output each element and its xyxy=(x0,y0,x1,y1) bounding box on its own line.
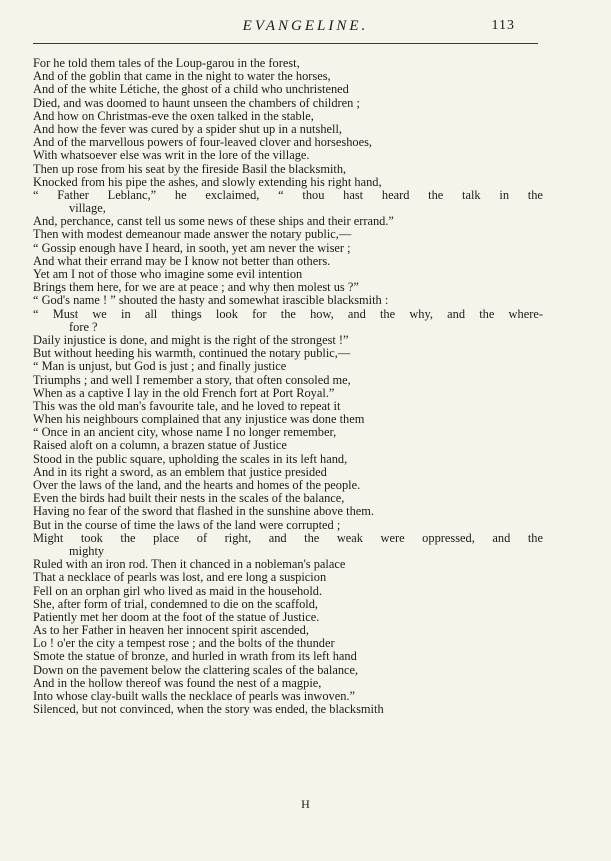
verse-line: “ Once in an ancient city, whose name I no longer remember, xyxy=(33,425,337,440)
verse-line: “ Man is unjust, but God is just ; and finally justice xyxy=(33,359,287,374)
verse-line: When his neighbours complained that any injustice was done them xyxy=(33,412,365,427)
verse-line: Triumphs ; and well I remember a story, that often consoled me, xyxy=(33,372,351,387)
signature-mark: H xyxy=(301,797,310,811)
verse-line: But without heeding his warmth, continued the notary public,— xyxy=(33,346,351,361)
verse-line: “ Gossip enough have I heard, in sooth, yet am never the wiser ; xyxy=(33,240,351,255)
verse-line: And what their errand may be I know not better than others. xyxy=(33,253,331,268)
verse-line: “ Must we in all things look for the how, and the why, and the where- xyxy=(33,306,543,321)
verse-line: Fell on an orphan girl who lived as maid in the household. xyxy=(33,583,323,598)
verse-line: Smote the statue of bronze, and hurled in wrath from its left hand xyxy=(33,649,357,664)
verse-line: Yet am I not of those who imagine some evil intention xyxy=(33,267,303,281)
verse-line: And, perchance, canst tell us some news of these ships and their errand.” xyxy=(33,214,394,229)
verse-line: Lo ! o'er the city a tempest rose ; and the bolts of the thunder xyxy=(33,636,335,651)
verse-line: Having no fear of the sword that flashed in the sunshine above them. xyxy=(33,504,374,519)
running-title: EVANGELINE. xyxy=(242,18,369,34)
verse-line: Died, and was doomed to haunt unseen the chambers of children ; xyxy=(33,95,360,110)
verse-line: And in its right a sword, as an emblem that justice presided xyxy=(33,464,327,479)
verse-line: Brings them here, for we are at peace ; and why then molest us ?” xyxy=(33,280,359,295)
verse-line: That a necklace of pearls was lost, and ere long a suspicion xyxy=(33,570,327,585)
verse-line: “ God's name ! ” shouted the hasty and somewhat irascible blacksmith : xyxy=(33,293,389,308)
verse-line: Might took the place of right, and the weak were oppressed, and the xyxy=(33,530,543,545)
verse-line: And of the goblin that came in the night to water the horses, xyxy=(33,69,331,84)
verse-line: Over the laws of the land, and the hearts and homes of the people. xyxy=(33,478,361,492)
verse-line-continuation: fore ? xyxy=(69,319,98,334)
verse-line: Even the birds had built their nests in the scales of the balance, xyxy=(33,491,345,506)
poem-text xyxy=(33,57,543,716)
verse-line: And of the marvellous powers of four-leaved clover and horseshoes, xyxy=(33,135,373,150)
verse-line: Daily injustice is done, and might is the right of the strongest !” xyxy=(33,332,349,347)
verse-line: Patiently met her doom at the foot of the statue of Justice. xyxy=(33,609,320,624)
verse-line-continuation: mighty xyxy=(69,543,105,558)
verse-line-continuation: village, xyxy=(69,201,106,216)
verse-line: Down on the pavement below the clattering scales of the balance, xyxy=(33,662,359,677)
verse-line: “ Father Leblanc,” he exclaimed, “ thou hast heard the talk in the xyxy=(33,187,543,202)
running-head xyxy=(0,18,611,38)
header-rule xyxy=(33,43,538,44)
verse-line: For he told them tales of the Loup-garou in the forest, xyxy=(33,56,300,70)
verse-line: Ruled with an iron rod. Then it chanced in a nobleman's palace xyxy=(33,557,346,572)
verse-line: Silenced, but not convinced, when the story was ended, the blacksmith xyxy=(33,702,384,717)
verse-line: Into whose clay-built walls the necklace of pearls was inwoven.” xyxy=(33,689,356,703)
verse-line: She, after form of trial, condemned to die on the scaffold, xyxy=(33,596,319,611)
verse-line: Knocked from his pipe the ashes, and slowly extending his right hand, xyxy=(33,174,382,189)
verse-line: But in the course of time the laws of the land were corrupted ; xyxy=(33,517,341,532)
verse-line: This was the old man's favourite tale, and he loved to repeat it xyxy=(33,398,341,413)
verse-line: As to her Father in heaven her innocent spirit ascended, xyxy=(33,623,309,638)
verse-line: With whatsoever else was writ in the lore of the village. xyxy=(33,148,310,163)
verse-line: And how the fever was cured by a spider shut up in a nutshell, xyxy=(33,121,343,136)
verse-line: And in the hollow thereof was found the nest of a magpie, xyxy=(33,675,322,690)
verse-line: Then with modest demeanour made answer the notary public,— xyxy=(33,227,352,242)
verse-line: Then up rose from his seat by the fireside Basil the blacksmith, xyxy=(33,161,347,176)
verse-line: When as a captive I lay in the old French fort at Port Royal.” xyxy=(33,385,335,400)
verse-line: Stood in the public square, upholding the scales in its left hand, xyxy=(33,451,348,466)
page-number: 113 xyxy=(491,18,515,33)
verse-line: Raised aloft on a column, a brazen statue of Justice xyxy=(33,438,287,453)
verse-line: And of the white Létiche, the ghost of a child who unchristened xyxy=(33,82,349,97)
verse-line: And how on Christmas-eve the oxen talked in the stable, xyxy=(33,108,314,123)
